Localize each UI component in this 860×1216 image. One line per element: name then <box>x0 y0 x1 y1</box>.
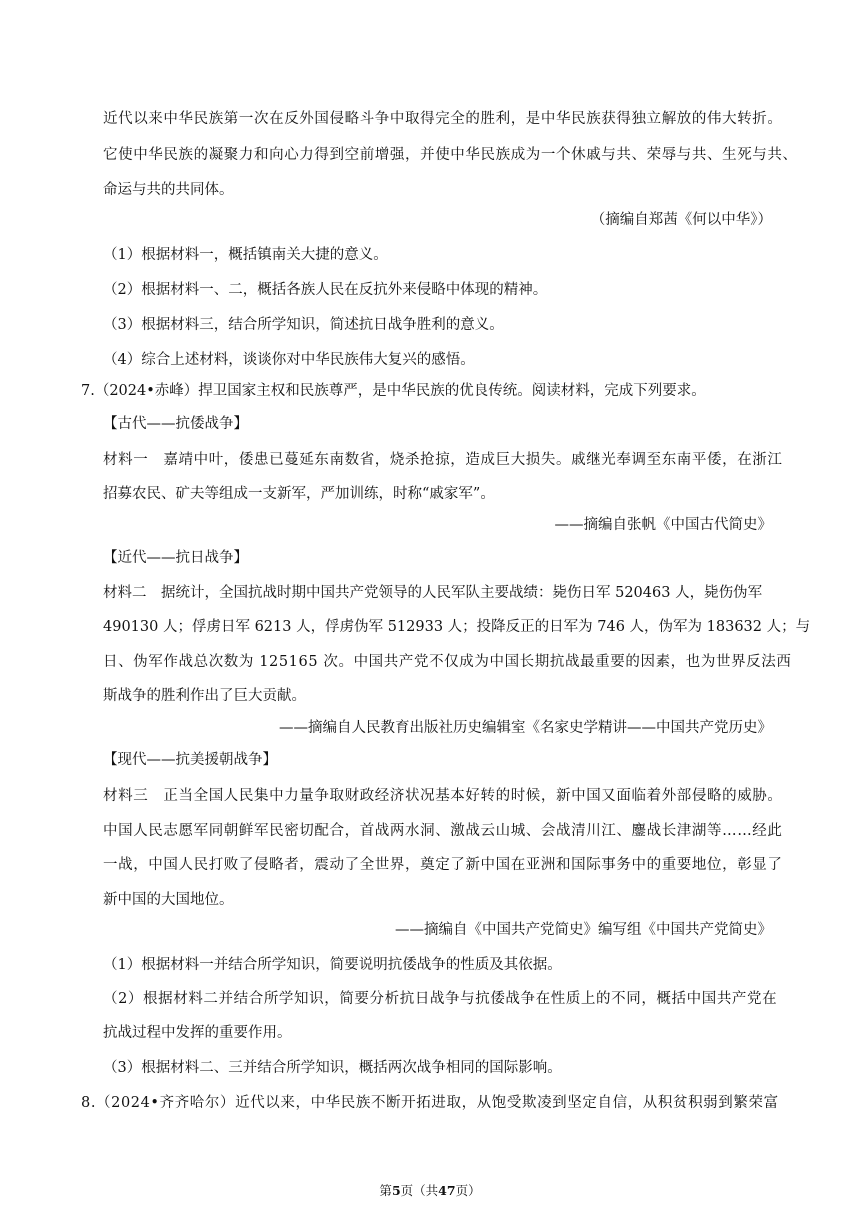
sub-question: （3）根据材料三，结合所学知识，简述抗日战争胜利的意义。 <box>103 317 504 333</box>
page-total: 47 <box>438 1183 456 1198</box>
footer-middle: 页（共 <box>400 1183 439 1198</box>
section-heading: 【古代——抗倭战争】 <box>103 416 248 432</box>
section-heading: 【现代——抗美援朝战争】 <box>103 752 277 768</box>
source-citation: ——摘编自张帆《中国古代简史》 <box>554 517 772 533</box>
material-line: 490130 人；俘虏日军 6213 人，俘虏伪军 512933 人；投降反正的日军为 746 人，伪军为 183632 人；与 <box>103 619 811 635</box>
material-line: 日、伪军作战总次数为 125165 次。中国共产党不仅成为中国长期抗战最重要的因素，也为世界反法西 <box>103 654 792 670</box>
material-line: 材料三 正当全国人民集中力量争取财政经济状况基本好转的时候，新中国又面临着外部侵略的威胁。 <box>103 788 783 804</box>
sub-question: （1）根据材料一并结合所学知识，简要说明抗倭战争的性质及其依据。 <box>103 957 562 973</box>
question-stem: 8.（2024•齐齐哈尔）近代以来，中华民族不断开拓进取，从饱受欺凌到坚定自信，从积贫积弱到繁荣富 <box>81 1095 779 1111</box>
footer-suffix: 页） <box>455 1183 481 1198</box>
sub-question: 抗战过程中发挥的重要作用。 <box>103 1025 292 1041</box>
source-citation: ——摘编自人民教育出版社历史编辑室《名家史学精讲——中国共产党历史》 <box>279 720 772 736</box>
source-citation: ——摘编自《中国共产党简史》编写组《中国共产党简史》 <box>395 922 772 938</box>
sub-question: （4）综合上述材料，谈谈你对中华民族伟大复兴的感悟。 <box>103 352 475 368</box>
material-line: 一战，中国人民打败了侵略者，震动了全世界，奠定了新中国在亚洲和国际事务中的重要地位，彰显了 <box>103 857 783 873</box>
source-citation: （摘编自郑茜《何以中华》） <box>590 212 772 228</box>
paragraph-line: 近代以来中华民族第一次在反外国侵略斗争中取得完全的胜利，是中华民族获得独立解放的伟大转折。 <box>103 111 783 127</box>
paragraph-line: 它使中华民族的凝聚力和向心力得到空前增强，并使中华民族成为一个休戚与共、荣辱与共、生死与共、 <box>103 147 798 163</box>
section-heading: 【近代——抗日战争】 <box>103 550 248 566</box>
footer-prefix: 第 <box>379 1183 392 1198</box>
material-line: 材料一 嘉靖中叶，倭患已蔓延东南数省，烧杀抢掠，造成巨大损失。戚继光奉调至东南平倭，在浙江 <box>103 452 783 468</box>
material-line: 中国人民志愿军同朝鲜军民密切配合，首战两水洞、激战云山城、会战清川江、鏖战长津湖等……经此 <box>103 823 783 839</box>
page-footer <box>0 1181 860 1199</box>
material-line: 招募农民、矿夫等组成一支新军，严加训练，时称“戚家军”。 <box>103 486 495 502</box>
question-stem: 7.（2024•赤峰）捍卫国家主权和民族尊严，是中华民族的优良传统。阅读材料，完成下列要求。 <box>81 383 706 399</box>
sub-question: （3）根据材料二、三并结合所学知识，概括两次战争相同的国际影响。 <box>103 1060 562 1076</box>
sub-question: （1）根据材料一，概括镇南关大捷的意义。 <box>103 247 388 263</box>
sub-question: （2）根据材料二并结合所学知识，简要分析抗日战争与抗倭战争在性质上的不同，概括中国共产党在 <box>103 991 778 1007</box>
paragraph-line: 命运与共的共同体。 <box>103 182 234 198</box>
sub-question: （2）根据材料一、二，概括各族人民在反抗外来侵略中体现的精神。 <box>103 282 548 298</box>
material-line: 斯战争的胜利作出了巨大贡献。 <box>103 688 306 704</box>
material-line: 新中国的大国地位。 <box>103 892 234 908</box>
page-number: 5 <box>391 1183 401 1198</box>
material-line: 材料二 据统计，全国抗战时期中国共产党领导的人民军队主要战绩：毙伤日军 520463 人，毙伤伪军 <box>103 585 763 601</box>
